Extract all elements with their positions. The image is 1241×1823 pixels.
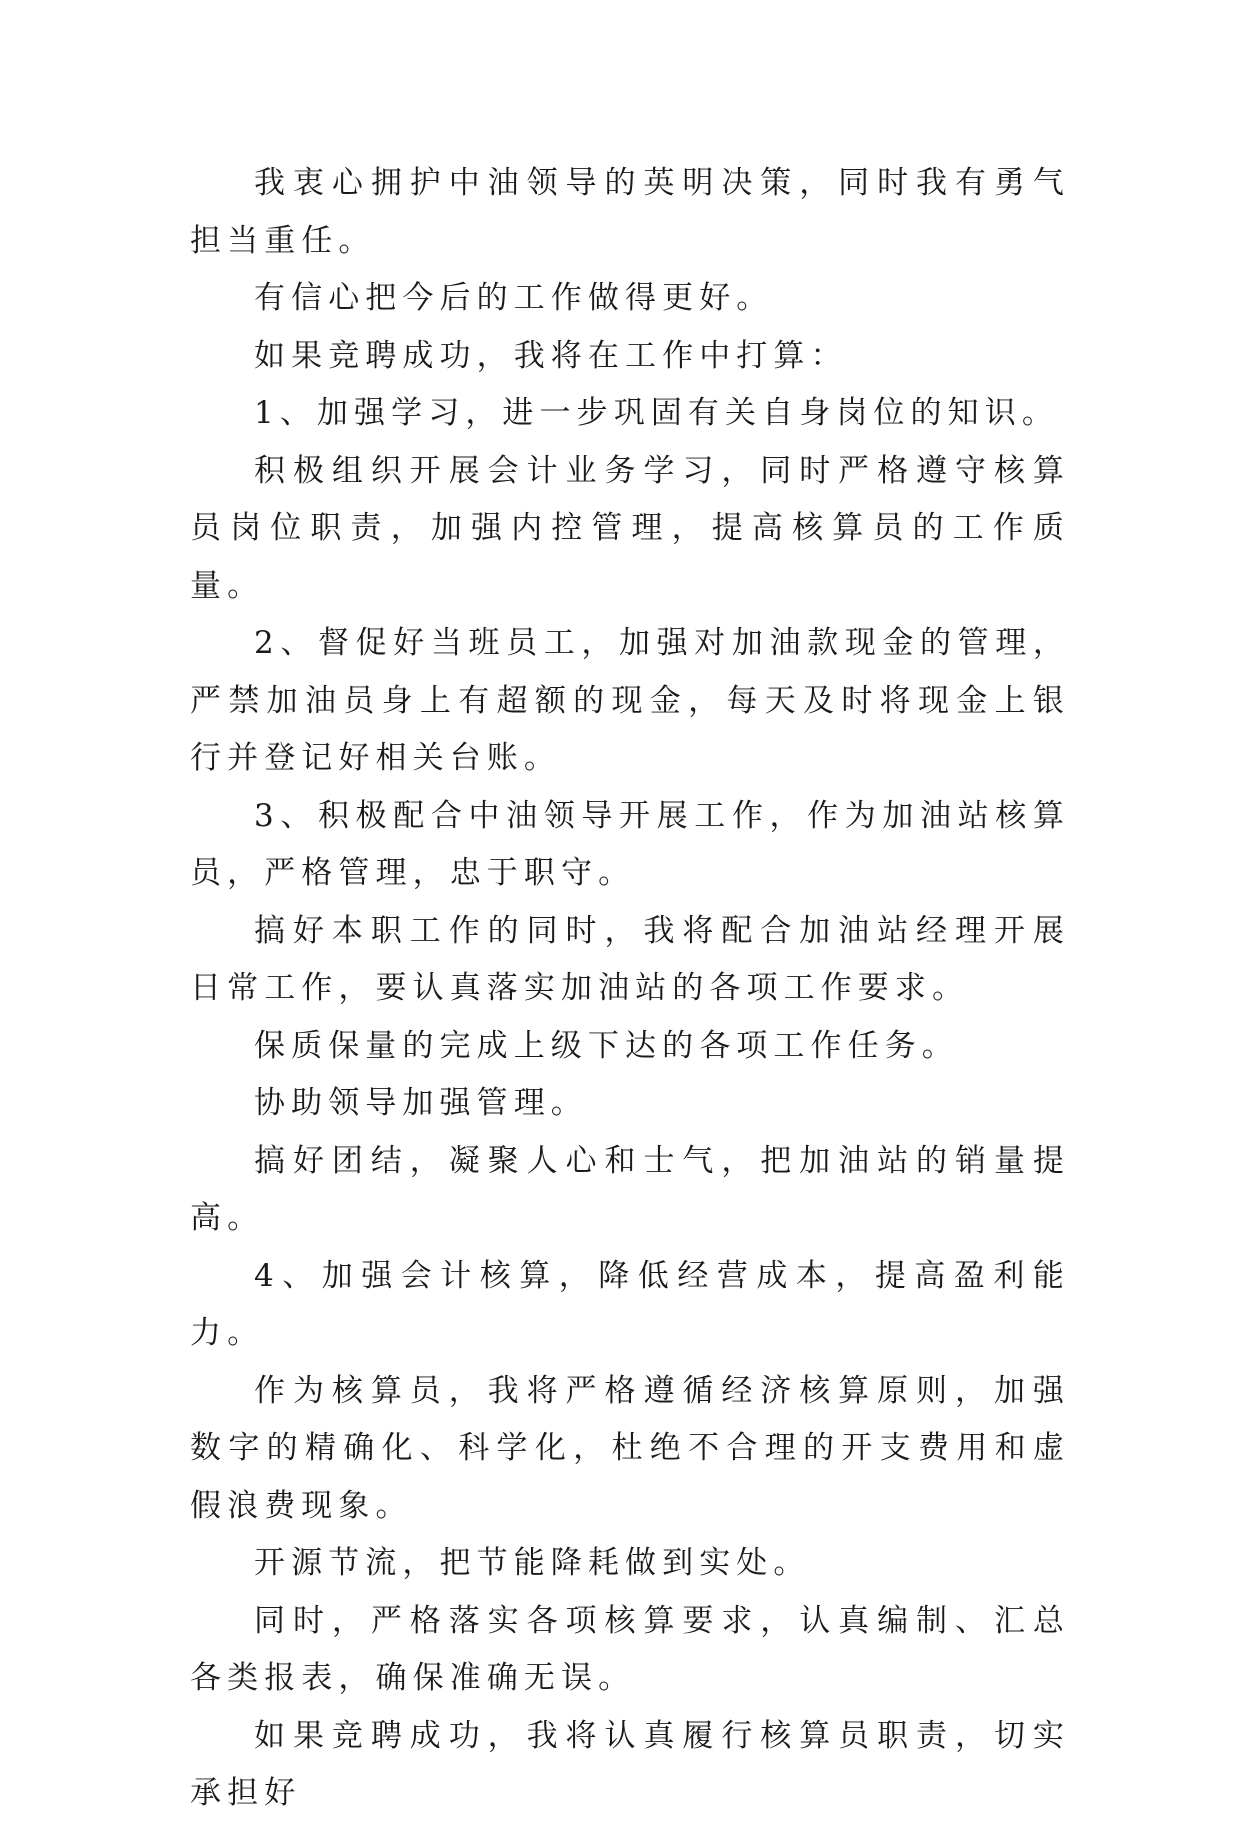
paragraph: 1、加强学习，进一步巩固有关自身岗位的知识。: [254, 395, 1059, 431]
paragraph: 如果竞聘成功，我将认真履行核算员职责，切实承担好: [190, 1717, 1070, 1811]
paragraph: 积极组织开展会计业务学习，同时严格遵守核算员岗位职责，加强内控管理，提高核算员的工作质量。: [190, 452, 1070, 604]
paragraph: 搞好本职工作的同时，我将配合加油站经理开展日常工作，要认真落实加油站的各项工作要求。: [190, 912, 1070, 1006]
paragraph: 2、督促好当班员工，加强对加油款现金的管理，严禁加油员身上有超额的现金，每天及时将现金上银行并登记好相关台账。: [190, 625, 1070, 776]
paragraph: 协助领导加强管理。: [254, 1085, 588, 1121]
document-body: [190, 155, 1070, 1823]
paragraph: 搞好团结，凝聚人心和士气，把加油站的销量提高。: [190, 1142, 1070, 1236]
paragraph: 我衷心拥护中油领导的英明决策，同时我有勇气担当重任。: [190, 165, 1070, 259]
paragraph: 作为核算员，我将严格遵循经济核算原则，加强数字的精确化、科学化，杜绝不合理的开支费用和虚假浪费现象。: [190, 1372, 1070, 1524]
paragraph: 4、加强会计核算，降低经营成本，提高盈利能力。: [190, 1257, 1070, 1351]
paragraph: 3、积极配合中油领导开展工作，作为加油站核算员，严格管理，忠于职守。: [190, 797, 1070, 891]
paragraph: 如果竞聘成功，我将在工作中打算：: [254, 337, 848, 374]
paragraph: 开源节流，把节能降耗做到实处。: [254, 1545, 811, 1581]
paragraph: 保质保量的完成上级下达的各项工作任务。: [254, 1027, 959, 1064]
paragraph: 有信心把今后的工作做得更好。: [254, 280, 774, 316]
paragraph: 同时，严格落实各项核算要求，认真编制、汇总各类报表，确保准确无误。: [190, 1602, 1070, 1696]
